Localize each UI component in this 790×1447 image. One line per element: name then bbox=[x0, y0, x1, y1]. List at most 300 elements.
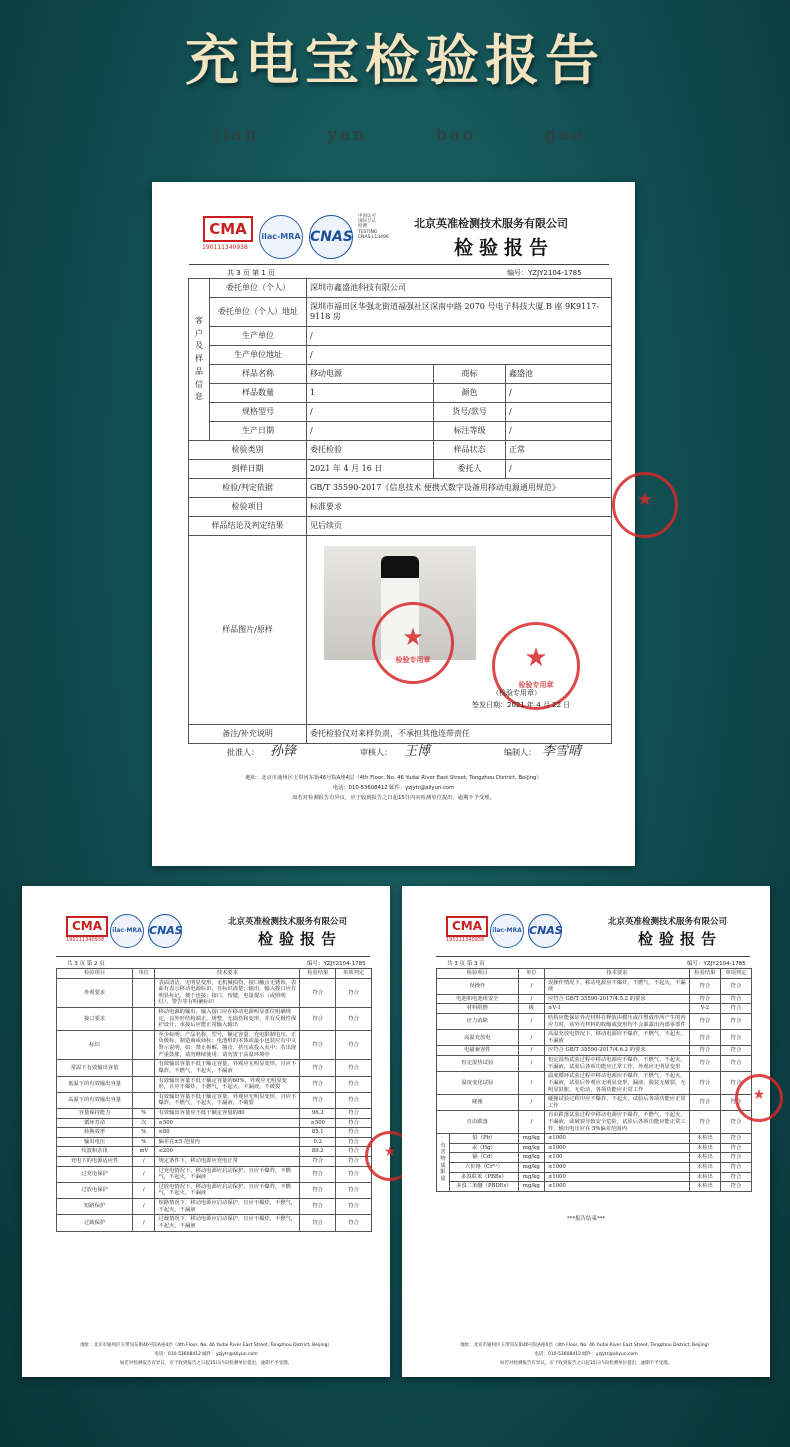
table-cell: / bbox=[518, 1056, 544, 1072]
table-cell: ≥500 bbox=[155, 1118, 300, 1128]
table-row bbox=[189, 517, 612, 536]
table-row bbox=[57, 1030, 372, 1059]
table-cell: 有效输出容量不低于额定容量的60%，外观应无明显变形，且应不爆炸，不燃气，不起火，不漏液，不破裂 bbox=[155, 1076, 300, 1092]
table-row bbox=[437, 994, 752, 1004]
table-cell: ≥V-1 bbox=[544, 1004, 689, 1014]
table-cell: 符合 bbox=[300, 1092, 336, 1108]
table-cell bbox=[133, 1076, 155, 1092]
reviewer-label: 审核人： bbox=[360, 748, 392, 757]
table-cell: mg/kg bbox=[518, 1143, 544, 1153]
table-row bbox=[57, 1166, 372, 1182]
table-cell: 符合 bbox=[300, 1030, 336, 1059]
table-header-row bbox=[57, 969, 372, 979]
approver-signature: 孙锋 bbox=[270, 744, 297, 759]
table-cell: ≤1000 bbox=[544, 1182, 689, 1192]
table-row bbox=[437, 1172, 752, 1182]
test-results-table-2 bbox=[436, 968, 752, 1192]
cell-label: 检验项目 bbox=[189, 498, 307, 517]
table-cell: 温度变化试验 bbox=[437, 1072, 519, 1095]
table-cell: ≤1000 bbox=[544, 1163, 689, 1173]
table-cell: 误操作情况下，移动电源应不爆炸，不燃气，不起火，不漏液 bbox=[544, 978, 689, 994]
table-cell: 符合 bbox=[300, 1157, 336, 1167]
company-name: 北京英准检测技术服务有限公司 bbox=[608, 917, 728, 927]
table-cell bbox=[133, 978, 155, 1007]
table-cell: 过放电情况下，移动电源应启动保护，且应不爆炸，不燃气，不起火，不漏液 bbox=[155, 1182, 300, 1198]
table-row bbox=[189, 441, 612, 460]
table-cell: 符合 bbox=[720, 1172, 751, 1182]
table-cell: mg/kg bbox=[518, 1153, 544, 1163]
table-cell: 符合 bbox=[300, 1166, 336, 1182]
ilac-mra-logo: ilac-MRA bbox=[490, 914, 524, 948]
table-cell bbox=[133, 1030, 155, 1059]
cell-label: 样品名称 bbox=[210, 365, 307, 384]
cell-label: 标注等级 bbox=[434, 422, 506, 441]
table-row bbox=[57, 1137, 372, 1147]
table-cell: 铅（Pb） bbox=[450, 1134, 519, 1144]
ilac-mra-logo: ilac-MRA bbox=[110, 914, 144, 948]
column-header: 单位 bbox=[133, 969, 155, 979]
table-cell: ≤1000 bbox=[544, 1172, 689, 1182]
cell-label: 规格型号 bbox=[210, 403, 307, 422]
table-cell: 符合 bbox=[689, 1014, 720, 1030]
table-row bbox=[437, 1014, 752, 1030]
table-row bbox=[437, 1056, 752, 1072]
cell-value: / bbox=[307, 346, 612, 365]
table-cell: 六价铬（Cr⁶⁺） bbox=[450, 1163, 519, 1173]
report-page-3 bbox=[402, 886, 770, 1377]
table-row bbox=[57, 1182, 372, 1198]
table-cell: 高温充放电情况下，移动电源应不爆炸，不燃气，不起火，不漏液 bbox=[544, 1030, 689, 1046]
column-header: 检验项目 bbox=[437, 969, 519, 979]
table-row bbox=[189, 279, 612, 298]
table-cell: 符合 bbox=[336, 1157, 372, 1167]
footer-address: 地址：北京市通州区玉带河东街46号院A座4层（4th Floor, No. 46 Yudai River East Street, Tongzhou District, Beijing） bbox=[460, 1343, 712, 1348]
table-cell: 符合 bbox=[720, 1153, 751, 1163]
table-cell: 符合 bbox=[336, 978, 372, 1007]
table-cell: / bbox=[518, 994, 544, 1004]
editor-signature: 李雪晴 bbox=[542, 744, 582, 759]
footer-contact: 电话：010-53608412 邮件：yzjytr@aliyun.com bbox=[332, 785, 455, 791]
table-cell: 符合 bbox=[336, 1215, 372, 1231]
table-cell: 温度循环试验过程中移动电源应不爆炸，不燃气，不起火，不漏液，试验后外观应无明显变形，漏液，脱装无破裂，无明显鼓胀，无松动，各项功能应正常工作 bbox=[544, 1072, 689, 1095]
footer-contact: 电话：010-53608412 邮件：yzjytr@aliyun.com bbox=[154, 1352, 258, 1357]
edge-stamp bbox=[735, 1074, 783, 1122]
table-cell: 应符合 GB/T 35590-2017/4.5.2 的要求 bbox=[544, 994, 689, 1004]
table-cell: ≥80 bbox=[155, 1128, 300, 1138]
approver-label: 批准人： bbox=[227, 748, 259, 757]
table-cell: 应力消除 bbox=[437, 1014, 519, 1030]
header-divider bbox=[56, 956, 370, 957]
table-cell: 符合 bbox=[720, 1143, 751, 1153]
table-cell: 符合 bbox=[689, 1072, 720, 1095]
table-cell: 符合 bbox=[689, 1046, 720, 1056]
table-row bbox=[57, 1118, 372, 1128]
cell-label: 检验类别 bbox=[189, 441, 307, 460]
table-cell: 符合 bbox=[300, 1008, 336, 1031]
table-cell: 镉（Cd） bbox=[450, 1153, 519, 1163]
table-cell: 符合 bbox=[300, 1060, 336, 1076]
table-cell: mg/kg bbox=[518, 1163, 544, 1173]
table-cell: 符合 bbox=[300, 1199, 336, 1215]
cell-label: 委托单位（个人）地址 bbox=[210, 298, 307, 327]
column-header: 技术要求 bbox=[544, 969, 689, 979]
table-row bbox=[57, 978, 372, 1007]
page-label: 共 3 页 第 3 页 bbox=[447, 961, 485, 967]
pinyin-word: bao bbox=[435, 125, 477, 145]
footer-note: 如若对检测报告有异议，应于收到报告之日起15日内向检测单位提出，逾期不予受理。 bbox=[499, 1361, 673, 1366]
cma-logo: CMA bbox=[446, 916, 488, 937]
column-header: 检验项目 bbox=[57, 969, 133, 979]
footer-note: 如若对检测报告有异议，应于收到报告之日起15日内向检测单位提出，逾期不予受理。 bbox=[119, 1361, 293, 1366]
table-row bbox=[437, 1046, 752, 1056]
table-row bbox=[57, 1060, 372, 1076]
pinyin-word: yan bbox=[327, 125, 368, 145]
table-row bbox=[437, 1004, 752, 1014]
page-label: 共 3 页 第 2 页 bbox=[67, 961, 105, 967]
hazard-label: 有害物质限量 bbox=[437, 1134, 450, 1192]
table-cell: / bbox=[518, 1046, 544, 1056]
table-cell: 自由跌落 bbox=[437, 1111, 519, 1134]
table-cell: 低温下的有效输出容量 bbox=[57, 1076, 133, 1092]
cell-value: 正常 bbox=[506, 441, 612, 460]
table-row bbox=[189, 384, 612, 403]
cell-value: 委托检验仅对来样负责，不承担其他连带责任 bbox=[307, 725, 612, 744]
table-cell: / bbox=[133, 1157, 155, 1167]
table-cell: 符合 bbox=[689, 978, 720, 994]
table-row bbox=[57, 1128, 372, 1138]
table-cell: 符合 bbox=[336, 1199, 372, 1215]
table-cell: 符合 bbox=[689, 994, 720, 1004]
table-cell: 电池和电池组安全 bbox=[437, 994, 519, 1004]
table-cell: 符合 bbox=[720, 1072, 751, 1095]
table-cell: 符合 bbox=[720, 1004, 751, 1014]
table-cell: 至少标明：产品名称，型号，额定容量，充电限制电压，正负极标，制造商或商标；电池组的本体或最小包装应有中文警示说明，如：禁止拆解，撞击，挤压或投入火中；若出现严重鼓胀，请勿继续使用；请勿置于高温环境中 bbox=[155, 1030, 300, 1059]
banner-title: 充电宝检验报告 bbox=[185, 29, 605, 92]
table-cell: ≤200 bbox=[155, 1147, 300, 1157]
table-cell: 符合 bbox=[720, 1056, 751, 1072]
cell-label: 检验/判定依据 bbox=[189, 479, 307, 498]
company-name: 北京英准检测技术服务有限公司 bbox=[228, 917, 348, 927]
stamp-star-icon: ★ bbox=[752, 1087, 766, 1103]
table-cell: 过充电情况下，移动电源应启动保护，且应不爆炸，不燃气，不起火，不漏液 bbox=[155, 1166, 300, 1182]
stamp-star-icon: ★ bbox=[402, 623, 424, 651]
table-cell: 恒定湿热试验过程中移动电源应不爆炸，不燃气，不起火，不漏液，试验后各项功能应正常工作，外观应无明显变形 bbox=[544, 1056, 689, 1072]
table-cell: 过载保护 bbox=[57, 1215, 133, 1231]
table-cell: 结构应能保证外壳材料在释放由模压或注塑成形所产生的内应力时，该外壳材料的收缩或变形均不会暴露出内部零部件 bbox=[544, 1014, 689, 1030]
pinyin-word: gao bbox=[544, 125, 585, 145]
table-cell bbox=[133, 1060, 155, 1076]
table-cell: 符合 bbox=[336, 1166, 372, 1182]
end-note: ***报告结束*** bbox=[566, 1216, 606, 1222]
table-cell: 有效输出容量应不低于额定容量的80 bbox=[155, 1108, 300, 1118]
cell-label: 商标 bbox=[434, 365, 506, 384]
column-header: 检验结果 bbox=[300, 969, 336, 979]
table-cell: 电磁兼容性 bbox=[437, 1046, 519, 1056]
table-cell: 移动电源的输出，输入接口应在移动电源明显部位明确规定，良外形结构端正，规整，无损伤和变形，并有反极性保护设计，承接后应能正常输入输出 bbox=[155, 1008, 300, 1031]
table-cell: 符合 bbox=[300, 978, 336, 1007]
table-cell: 过放电保护 bbox=[57, 1182, 133, 1198]
table-cell: 符合 bbox=[720, 978, 751, 994]
stamp-label: 检验专用章 bbox=[518, 681, 554, 689]
table-cell: 过载情况下，移动电源应启动保护，且应不爆炸，不燃气，不起火，不漏液 bbox=[155, 1215, 300, 1231]
power-bank-top bbox=[381, 556, 419, 578]
cnas-text: CNAS bbox=[310, 229, 353, 245]
table-cell: 误操作 bbox=[437, 978, 519, 994]
table-cell: / bbox=[518, 1014, 544, 1030]
table-cell: ≤100 bbox=[544, 1153, 689, 1163]
cell-label: 样品图片/原样 bbox=[189, 536, 307, 725]
header-divider bbox=[436, 956, 750, 957]
table-cell: 偏差在±5 范围内 bbox=[155, 1137, 300, 1147]
cma-number: 190111340938 bbox=[446, 937, 485, 943]
table-cell: 汞（Hg） bbox=[450, 1143, 519, 1153]
column-header: 单项判定 bbox=[336, 969, 372, 979]
report-number: 编号：YZJY2104-1785 bbox=[687, 961, 746, 967]
edge-stamp bbox=[612, 472, 678, 538]
table-cell: 85.1 bbox=[300, 1128, 336, 1138]
issue-date: 签发日期：2021 年 4 月 22 日 bbox=[472, 701, 571, 709]
table-row bbox=[437, 1143, 752, 1153]
cma-logo: CMA bbox=[203, 216, 253, 242]
table-cell: % bbox=[133, 1137, 155, 1147]
table-cell: 材料阻燃 bbox=[437, 1004, 519, 1014]
cma-number: 190111340938 bbox=[66, 937, 105, 943]
cell-value: 1 bbox=[307, 384, 434, 403]
table-row bbox=[437, 978, 752, 994]
editor-label: 编制人： bbox=[504, 748, 536, 757]
table-cell: 未检出 bbox=[689, 1182, 720, 1192]
footer-address: 地址：北京市通州区玉带河东街46号院A座4层（4th Floor, No. 46 Yudai River East Street, Tongzhou District, Beijing） bbox=[245, 775, 542, 781]
test-results-table-1 bbox=[56, 968, 372, 1232]
cma-logo: CMA bbox=[66, 916, 108, 937]
stamp-label: 检验专用章 bbox=[395, 656, 431, 664]
inspection-stamp bbox=[372, 602, 454, 684]
table-cell: 输出电压 bbox=[57, 1137, 133, 1147]
table-cell: 符合 bbox=[720, 1014, 751, 1030]
cell-label: 生产日期 bbox=[210, 422, 307, 441]
table-cell: 应符合 GB/T 35590-2017/4.6.2 的要求 bbox=[544, 1046, 689, 1056]
cell-value: / bbox=[506, 460, 612, 479]
cell-value: / bbox=[506, 403, 612, 422]
table-cell: 符合 bbox=[300, 1076, 336, 1092]
table-row bbox=[57, 1076, 372, 1092]
table-cell: 符合 bbox=[336, 1118, 372, 1128]
footer-contact: 电话：010-53608412 邮件：yzjytr@aliyun.com bbox=[534, 1352, 638, 1357]
table-row bbox=[189, 346, 612, 365]
table-cell: mg/kg bbox=[518, 1182, 544, 1192]
reviewer-signature: 王博 bbox=[404, 744, 431, 759]
table-cell: 高温下的有效输出容量 bbox=[57, 1092, 133, 1108]
cell-label: 颜色 bbox=[434, 384, 506, 403]
table-cell: / bbox=[518, 1095, 544, 1111]
table-cell: 多溴二苯醚（PBDEs） bbox=[450, 1182, 519, 1192]
cell-value: / bbox=[506, 384, 612, 403]
cell-label: 货号/款号 bbox=[434, 403, 506, 422]
table-cell: ≤1000 bbox=[544, 1134, 689, 1144]
table-cell: 未检出 bbox=[689, 1143, 720, 1153]
report-page-1 bbox=[152, 182, 654, 866]
table-row bbox=[189, 327, 612, 346]
table-cell: 符合 bbox=[720, 1030, 751, 1046]
table-row bbox=[189, 298, 612, 327]
table-row bbox=[189, 365, 612, 384]
table-cell: 规定条件下，移动电源应充电正常 bbox=[155, 1157, 300, 1167]
table-cell: / bbox=[518, 1111, 544, 1134]
stamp-star-icon: ★ bbox=[524, 643, 548, 673]
column-header: 单位 bbox=[518, 969, 544, 979]
company-name: 北京英准检测技术服务有限公司 bbox=[414, 217, 568, 230]
table-cell: 标识 bbox=[57, 1030, 133, 1059]
cnas-text: CNAS bbox=[529, 924, 563, 937]
ilac-mra-logo: ilac-MRA bbox=[259, 215, 303, 259]
table-cell: 96.3 bbox=[300, 1108, 336, 1118]
table-cell: 符合 bbox=[300, 1215, 336, 1231]
table-cell: 高温充放电 bbox=[437, 1030, 519, 1046]
table-row bbox=[57, 1215, 372, 1231]
table-row bbox=[189, 422, 612, 441]
cell-value: 2021 年 4 月 16 日 bbox=[307, 460, 434, 479]
table-row bbox=[57, 1147, 372, 1157]
table-row bbox=[437, 1153, 752, 1163]
header-divider bbox=[189, 264, 609, 265]
pinyin-word: jian bbox=[215, 125, 259, 145]
table-cell: 符合 bbox=[689, 1095, 720, 1111]
table-row bbox=[437, 1111, 752, 1134]
cell-label: 样品状态 bbox=[434, 441, 506, 460]
column-header: 单项判定 bbox=[720, 969, 751, 979]
table-cell: 多溴联苯（PBBs） bbox=[450, 1172, 519, 1182]
table-cell: 恒定湿热试验 bbox=[437, 1056, 519, 1072]
table-cell: 未检出 bbox=[689, 1134, 720, 1144]
table-cell: 符合 bbox=[689, 1111, 720, 1134]
table-cell: 89.2 bbox=[300, 1147, 336, 1157]
table-cell: 外观要求 bbox=[57, 978, 133, 1007]
cell-value: 委托检验 bbox=[307, 441, 434, 460]
stamp-star-icon: ★ bbox=[383, 1144, 397, 1160]
cell-value: / bbox=[307, 327, 612, 346]
table-cell: 符合 bbox=[720, 1163, 751, 1173]
table-cell: 符合 bbox=[336, 1092, 372, 1108]
cell-label: 生产单位地址 bbox=[210, 346, 307, 365]
table-cell: / bbox=[518, 978, 544, 994]
table-cell: 符合 bbox=[720, 1134, 751, 1144]
column-header: 检验结果 bbox=[689, 969, 720, 979]
table-row bbox=[57, 1199, 372, 1215]
cell-value: / bbox=[307, 403, 434, 422]
table-cell bbox=[133, 1008, 155, 1031]
table-cell: 过充电保护 bbox=[57, 1166, 133, 1182]
table-cell: 容量保持能力 bbox=[57, 1108, 133, 1118]
cell-value: 见后续页 bbox=[307, 517, 612, 536]
table-cell: 符合 bbox=[336, 1076, 372, 1092]
page-label: 共 3 页 第 1 页 bbox=[227, 269, 276, 277]
table-cell: 0.2 bbox=[300, 1137, 336, 1147]
cell-value: / bbox=[307, 422, 434, 441]
table-cell: 符合 bbox=[720, 1111, 751, 1134]
cell-label: 委托单位（个人） bbox=[210, 279, 307, 298]
cell-label: 到样日期 bbox=[189, 460, 307, 479]
table-cell: 纹波和杂讯 bbox=[57, 1147, 133, 1157]
table-row bbox=[57, 1108, 372, 1118]
table-cell: 级 bbox=[518, 1004, 544, 1014]
table-cell: 符合 bbox=[300, 1182, 336, 1198]
table-row bbox=[437, 1030, 752, 1046]
column-header: 技术要求 bbox=[155, 969, 300, 979]
table-header-row bbox=[437, 969, 752, 979]
table-row bbox=[437, 1134, 752, 1144]
table-row bbox=[57, 1157, 372, 1167]
table-cell: / bbox=[133, 1215, 155, 1231]
table-cell: ≤1000 bbox=[544, 1143, 689, 1153]
table-row bbox=[437, 1095, 752, 1111]
table-cell: / bbox=[133, 1182, 155, 1198]
footer-note: 如若对检测报告有异议，应于收到报告之日起15日内向检测单位提出，逾期不予受理。 bbox=[292, 795, 495, 801]
table-cell: / bbox=[518, 1072, 544, 1095]
table-cell: 符合 bbox=[336, 1137, 372, 1147]
report-page-2 bbox=[22, 886, 397, 1377]
table-row bbox=[437, 1182, 752, 1192]
table-cell: 未检出 bbox=[689, 1163, 720, 1173]
cell-value: 标准要求 bbox=[307, 498, 612, 517]
table-cell: 转换效率 bbox=[57, 1128, 133, 1138]
table-cell: 短路情况下，移动电源应启动保护，且应不爆炸，不燃气，不起火，不漏液 bbox=[155, 1199, 300, 1215]
banner-pinyin bbox=[215, 125, 585, 145]
table-cell: 次 bbox=[133, 1118, 155, 1128]
table-cell: 符合 bbox=[689, 1030, 720, 1046]
cell-value: GB/T 35590-2017《信息技术 便携式数字设备用移动电源通用规范》 bbox=[307, 479, 612, 498]
table-cell: mV bbox=[133, 1147, 155, 1157]
cell-label: 样品结论及判定结果 bbox=[189, 517, 307, 536]
side-label: 客户及样品信息 bbox=[189, 279, 210, 441]
table-cell: 符合 bbox=[336, 1030, 372, 1059]
table-cell: 循环寿命 bbox=[57, 1118, 133, 1128]
table-cell: 短路保护 bbox=[57, 1199, 133, 1215]
table-row bbox=[189, 479, 612, 498]
table-cell: 符合 bbox=[720, 1095, 751, 1111]
table-cell: 表面清洁，无明显变形，无机械损伤，接口触点无锈蚀，表面有表示移动电源标识，且标识清楚；输出，输入接口应有明显标记，便于连接；接口，按键，电量提示（或照明灯），警告等有明确标识 bbox=[155, 978, 300, 1007]
report-number: 编号：YZJY2104-1785 bbox=[507, 269, 582, 277]
table-cell: 符合 bbox=[720, 1182, 751, 1192]
table-cell: mg/kg bbox=[518, 1172, 544, 1182]
table-row bbox=[189, 498, 612, 517]
table-cell: % bbox=[133, 1108, 155, 1118]
cnas-subtext: 中国认可 国际互认 检测 TESTING CNAS L13496 bbox=[358, 214, 389, 240]
table-cell: / bbox=[133, 1199, 155, 1215]
table-cell: 碰撞试验过程中应不爆炸，不起火，试验后各项功能应正常工作 bbox=[544, 1095, 689, 1111]
table-cell: 自由跌落试验过程中移动电源应不爆炸，不燃气，不起火，不漏液，或破裂导致安全危险，试验后各项功能应能正常工作，输出电压应在 5%偏差范围内 bbox=[544, 1111, 689, 1134]
table-cell: 未检出 bbox=[689, 1153, 720, 1163]
table-cell: 符合 bbox=[689, 1056, 720, 1072]
table-row bbox=[189, 460, 612, 479]
cell-value: 鑫盛池 bbox=[506, 365, 612, 384]
cell-label: 生产单位 bbox=[210, 327, 307, 346]
table-cell: / bbox=[518, 1030, 544, 1046]
cell-value: 深圳市鑫盛池科技有限公司 bbox=[307, 279, 612, 298]
table-cell: % bbox=[133, 1128, 155, 1138]
cell-value: 移动电源 bbox=[307, 365, 434, 384]
report-title: 检验报告 bbox=[258, 930, 343, 948]
stamp-note: （检验专用章） bbox=[492, 689, 541, 697]
table-cell: 符合 bbox=[336, 1147, 372, 1157]
table-cell: 符合 bbox=[720, 994, 751, 1004]
table-cell: ≥500 bbox=[300, 1118, 336, 1128]
table-cell: V-2 bbox=[689, 1004, 720, 1014]
table-cell: 符合 bbox=[336, 1108, 372, 1118]
cma-number: 190111340938 bbox=[202, 244, 248, 251]
table-row bbox=[189, 403, 612, 422]
table-row bbox=[57, 1092, 372, 1108]
report-number: 编号：YZJY2104-1785 bbox=[307, 961, 366, 967]
